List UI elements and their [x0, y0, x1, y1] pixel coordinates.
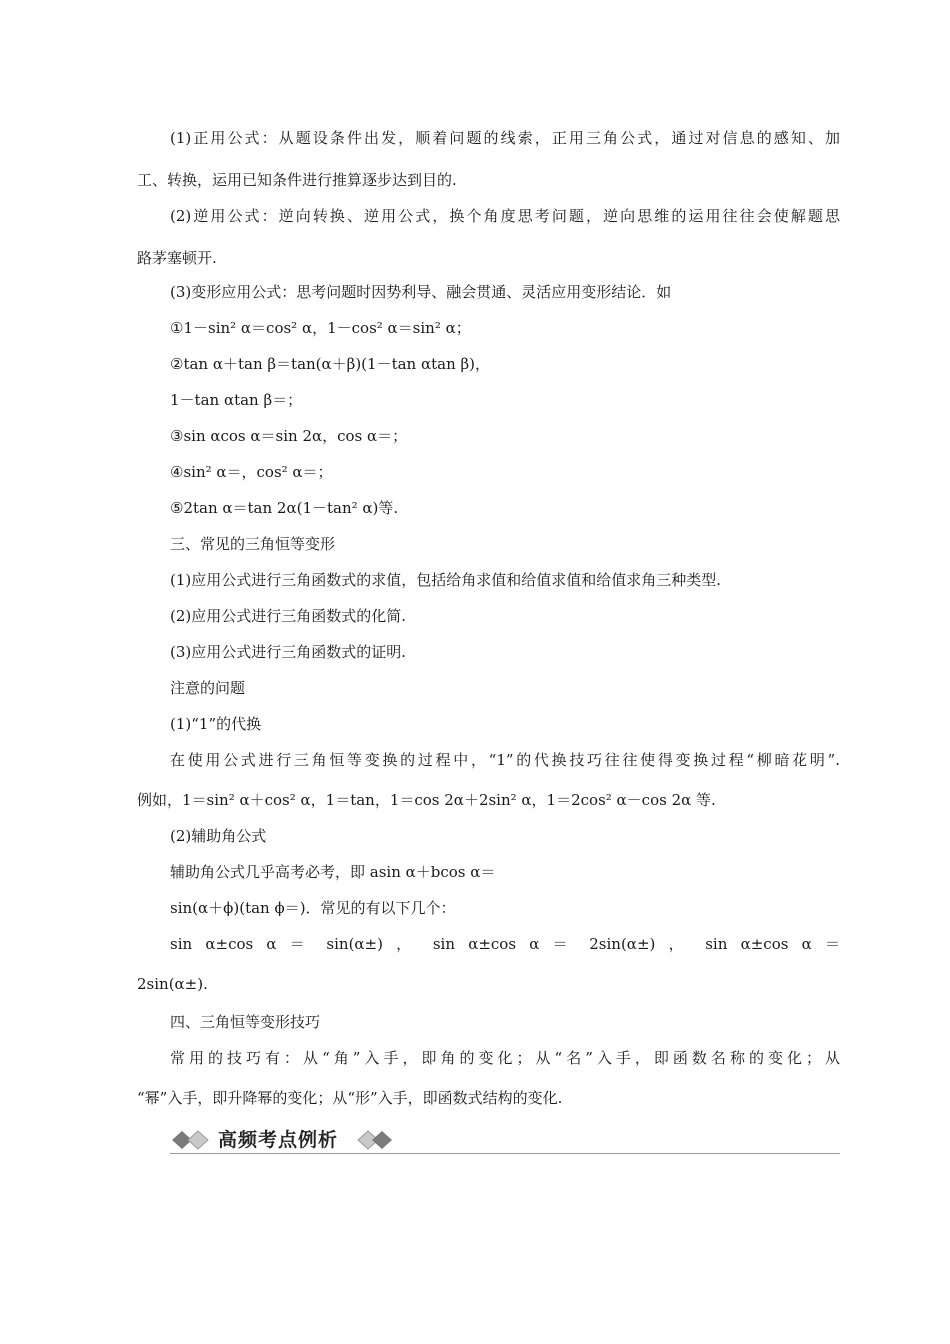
paragraph-line: 辅助角公式几乎高考必考，即 asin α＋bcos α＝: [170, 863, 496, 881]
section-banner: [170, 1128, 840, 1154]
paragraph-line: (3)应用公式进行三角函数式的证明.: [170, 643, 407, 661]
subheading: (2)辅助角公式: [170, 827, 267, 845]
paragraph-line: 路茅塞顿开.: [137, 249, 217, 267]
double-diamond-icon: [170, 1130, 214, 1150]
paragraph-line: 常用的技巧有：从“角”入手，即角的变化；从“名”入手，即函数名称的变化；从: [170, 1049, 840, 1067]
formula-line: 1－tan αtan β＝；: [170, 391, 303, 409]
formula-line: ①1－sin² α＝cos² α，1－cos² α＝sin² α；: [170, 319, 471, 337]
double-diamond-icon: [356, 1130, 396, 1150]
paragraph-line: 2sin(α±).: [137, 975, 208, 993]
paragraph-line: 在使用公式进行三角恒等变换的过程中，“1”的代换技巧往往使得变换过程“柳暗花明”.: [170, 751, 840, 769]
section-heading: 三、常见的三角恒等变形: [170, 535, 336, 553]
formula-line: ②tan α＋tan β＝tan(α＋β)(1－tan αtan β)，: [170, 355, 491, 373]
paragraph-line: 工、转换，运用已知条件进行推算逐步达到目的.: [137, 171, 457, 189]
section-heading: 四、三角恒等变形技巧: [170, 1013, 321, 1031]
paragraph-line: sin α±cos α ＝ sin(α±) ， sin α±cos α ＝ 2sin(α±) ， sin α±cos α ＝: [170, 935, 840, 953]
formula-line: ④sin² α＝，cos² α＝；: [170, 463, 333, 481]
paragraph-line: (2)应用公式进行三角函数式的化简.: [170, 607, 407, 625]
paragraph-line: “幂”入手，即升降幂的变化；从“形”入手，即函数式结构的变化.: [137, 1089, 563, 1107]
paragraph-line: (2)逆用公式：逆向转换、逆用公式，换个角度思考问题，逆向思维的运用往往会使解题思: [170, 207, 840, 225]
formula-line: ⑤2tan α＝tan 2α(1－tan² α)等.: [170, 499, 399, 517]
paragraph-line: sin(α＋ϕ)(tan ϕ＝)．常见的有以下几个：: [170, 899, 456, 917]
paragraph-line: (1)应用公式进行三角函数式的求值，包括给角求值和给值求值和给值求角三种类型.: [170, 571, 722, 589]
paragraph-line: 例如，1＝sin² α＋cos² α，1＝tan，1＝cos 2α＋2sin² α，1＝2cos² α－cos 2α 等.: [137, 791, 716, 809]
subheading: 注意的问题: [170, 679, 246, 697]
formula-line: ③sin αcos α＝sin 2α，cos α＝；: [170, 427, 408, 445]
banner-title: 高频考点例析: [218, 1129, 339, 1151]
subheading: (1)“1”的代换: [170, 715, 262, 733]
paragraph-line: (1)正用公式：从题设条件出发，顺着问题的线索，正用三角公式，通过对信息的感知、加: [170, 129, 840, 147]
banner-divider: [170, 1153, 840, 1154]
paragraph-line: (3)变形应用公式：思考问题时因势利导、融会贯通、灵活应用变形结论．如: [170, 283, 672, 301]
